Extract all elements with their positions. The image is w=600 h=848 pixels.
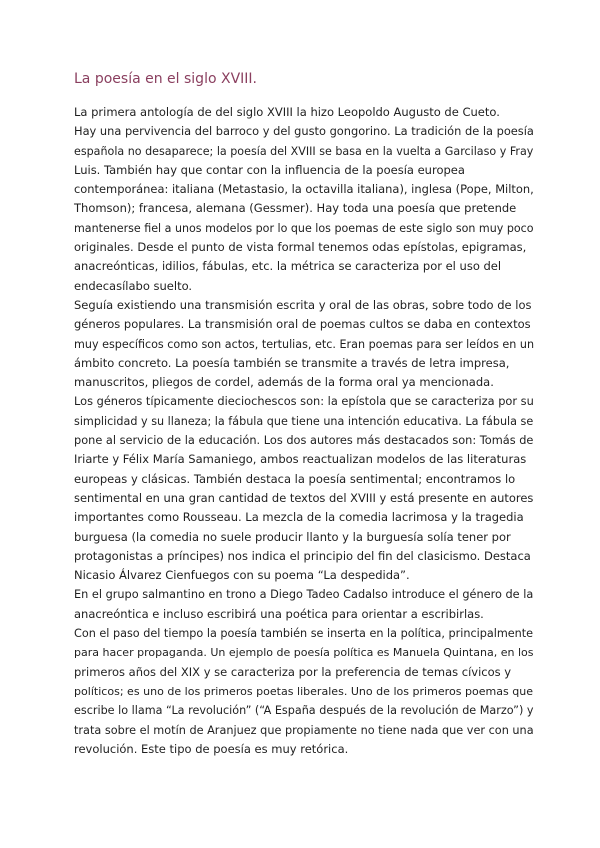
text-line: trata sobre el motín de Aranjuez que propiamente no tiene nada que ver con una	[74, 723, 534, 737]
text-line: sentimental en una gran cantidad de textos del XVIII y está presente en autores	[74, 490, 534, 505]
text-line: europeas y clásicas. También destaca la poesía sentimental; encontramos lo	[74, 471, 516, 486]
text-line: revolución. Este tipo de poesía es muy retórica.	[74, 741, 349, 756]
text-line: pone al servicio de la educación. Los dos autores más destacados son: Tomás de	[74, 433, 534, 448]
text-line: Iriarte y Félix María Samaniego, ambos reactualizan modelos de las literaturas	[74, 452, 527, 467]
text-line: muy específicos como son actos, tertulias, etc. Eran poemas para ser leídos en un	[74, 337, 535, 351]
text-line: La primera antología de del siglo XVIII la hizo Leopoldo Augusto de Cueto.	[74, 105, 500, 119]
text-line: anacreóntica e incluso escribirá una poética para orientar a escribirlas.	[74, 606, 484, 621]
text-line: géneros populares. La transmisión oral de poemas cultos se daba en contextos	[74, 317, 531, 332]
text-line: manuscritos, pliegos de cordel, además de la forma oral ya mencionada.	[74, 375, 494, 390]
text-line: Nicasio Álvarez Cienfuegos con su poema “La despedida”.	[74, 568, 410, 583]
text-line: Los géneros típicamente dieciochescos son: la epístola que se caracteriza por su	[74, 394, 534, 409]
text-line: En el grupo salmantino en trono a Diego Tadeo Cadalso introduce el género de la	[74, 588, 534, 602]
text-line: Thomson); francesa, alemana (Gessmer). Hay toda una poesía que pretende	[74, 201, 517, 216]
text-line: simplicidad y su llaneza; la fábula que tiene una intención educativa. La fábula se	[74, 414, 534, 428]
text-line: originales. Desde el punto de vista formal tenemos odas epístolas, epigramas,	[74, 240, 527, 255]
text-line: mantenerse fiel a unos modelos por lo que los poemas de este siglo son muy poco	[74, 221, 534, 235]
text-line: burguesa (la comedia no suele producir llanto y la burguesía solía tener por	[74, 529, 511, 544]
text-line: escribe lo llama “La revolución” (“A España después de la revolución de Marzo”) y	[74, 704, 534, 718]
text-line: Luis. También hay que contar con la influencia de la poesía europea	[74, 162, 465, 177]
text-line: para hacer propaganda. Un ejemplo de poesía política es Manuela Quintana, en los	[74, 646, 534, 660]
text-line: importantes como Rousseau. La mezcla de la comedia lacrimosa y la tragedia	[74, 510, 524, 525]
text-line: Seguía existiendo una transmisión escrita y oral de las obras, sobre todo de los	[74, 297, 532, 312]
text-line: endecasílabo suelto.	[74, 278, 193, 293]
text-line: española no desaparece; la poesía del XVIII se basa en la vuelta a Garcilaso y Fray	[74, 144, 534, 158]
text-line: Hay una pervivencia del barroco y del gusto gongorino. La tradición de la poesía	[74, 124, 534, 139]
body-text	[74, 103, 534, 759]
text-line: políticos; es uno de los primeros poetas liberales. Uno de los primeros poemas que	[74, 684, 534, 698]
text-line: ámbito concreto. La poesía también se transmite a través de letra impresa,	[74, 355, 510, 370]
page-title: La poesía en el siglo XVIII.	[74, 71, 257, 87]
text-line: protagonistas a príncipes) nos indica el principio del fin del clasicismo. Destaca	[74, 548, 531, 563]
text-line: primeros años del XIX y se caracteriza por la preferencia de temas cívicos y	[74, 664, 512, 679]
text-line: Con el paso del tiempo la poesía también se inserta en la política, principalmente	[74, 627, 534, 641]
text-line: anacreónticas, idilios, fábulas, etc. la métrica se caracteriza por el uso del	[74, 259, 502, 274]
text-line: contemporánea: italiana (Metastasio, la octavilla italiana), inglesa (Pope, Milton,	[74, 182, 534, 197]
